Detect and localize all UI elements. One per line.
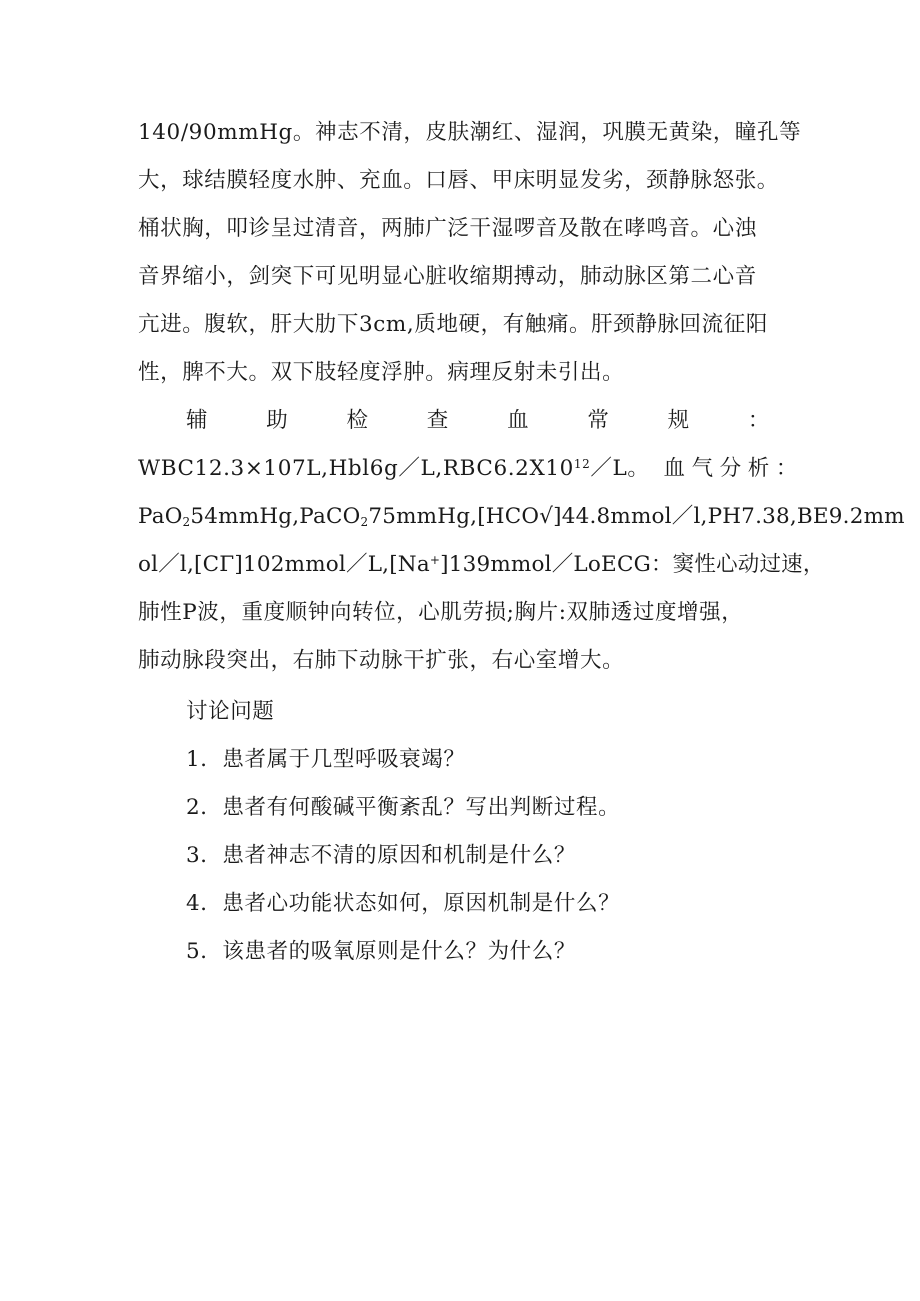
discussion-question: 2．患者有何酸碱平衡紊乱？写出判断过程。 — [186, 795, 621, 820]
paragraph-line: 肺性P波，重度顺钟向转位，心肌劳损;胸片:双肺透过度增强， — [138, 600, 744, 625]
subscript: 2 — [360, 515, 369, 529]
discussion-question: 3．患者神志不清的原因和机制是什么？ — [186, 843, 576, 868]
heading-char: ： — [747, 408, 770, 433]
paragraph-line: 大，球结膜轻度水肿、充血。口唇、甲床明显发劣，颈静脉怒张。 — [138, 168, 779, 193]
paragraph-line: 音界缩小，剑突下可见明显心脏收缩期搏动，肺动脉区第二心音 — [138, 264, 757, 289]
heading-char: 血 — [663, 456, 686, 481]
blood-routine-values — [138, 454, 649, 484]
paragraph-line: 亢进。腹软，肝大肋下3cm,质地硬，有触痛。肝颈静脉回流征阳 — [138, 312, 768, 337]
heading-char: 气 — [691, 456, 714, 481]
heading-char: ： — [775, 456, 798, 481]
superscript: 12 — [573, 457, 591, 471]
text-run: 54mmHg,PaCO — [190, 504, 361, 529]
text-run: ]139mmol／LoECG：窦性心动过速， — [440, 552, 825, 577]
blood-gas-line — [138, 502, 905, 532]
heading-char: 辅 — [186, 408, 209, 433]
paragraph-line: 140/90mmHg。神志不清，皮肤潮红、湿润，巩膜无黄染，瞳孔等 — [138, 120, 802, 145]
heading-char: 分 — [719, 456, 742, 481]
heading-char: 查 — [426, 408, 449, 433]
auxiliary-exam-heading — [186, 406, 770, 436]
heading-char: 析 — [747, 456, 770, 481]
blood-values-text: WBC12.3×107L,Hbl6g／L,RBC6.2X10 — [138, 456, 574, 481]
paragraph-line: 肺动脉段突出，右肺下动脉干扩张，右心室增大。 — [138, 648, 625, 673]
text-run: PaO — [138, 504, 183, 529]
blood-routine-line — [138, 454, 798, 484]
discussion-question: 4．患者心功能状态如何，原因机制是什么？ — [186, 891, 621, 916]
superscript: + — [429, 553, 441, 567]
blood-values-unit: ／L。 — [590, 456, 650, 481]
text-run: 75mmHg,[HCO√]44.8mmol／l,PH7.38,BE9.2mm — [368, 504, 905, 529]
text-run: ol／l,[CΓ]102mmol／L,[Na — [138, 552, 430, 577]
paragraph-line: 桶状胸，叩诊呈过清音，两肺广泛干湿啰音及散在哮鸣音。心浊 — [138, 216, 757, 241]
discussion-question: 5．该患者的吸氧原则是什么？为什么？ — [186, 939, 576, 964]
discussion-question: 1．患者属于几型呼吸衰竭？ — [186, 747, 466, 772]
heading-char: 检 — [346, 408, 369, 433]
heading-char: 助 — [266, 408, 289, 433]
discussion-title: 讨论问题 — [186, 699, 275, 724]
heading-char: 血 — [507, 408, 530, 433]
heading-char: 常 — [587, 408, 610, 433]
subscript: 2 — [182, 515, 191, 529]
paragraph-line: 性，脾不大。双下肢轻度浮肿。病理反射未引出。 — [138, 360, 625, 385]
heading-char: 规 — [667, 408, 690, 433]
electrolyte-ecg-line — [138, 550, 825, 580]
blood-gas-heading — [663, 454, 798, 484]
